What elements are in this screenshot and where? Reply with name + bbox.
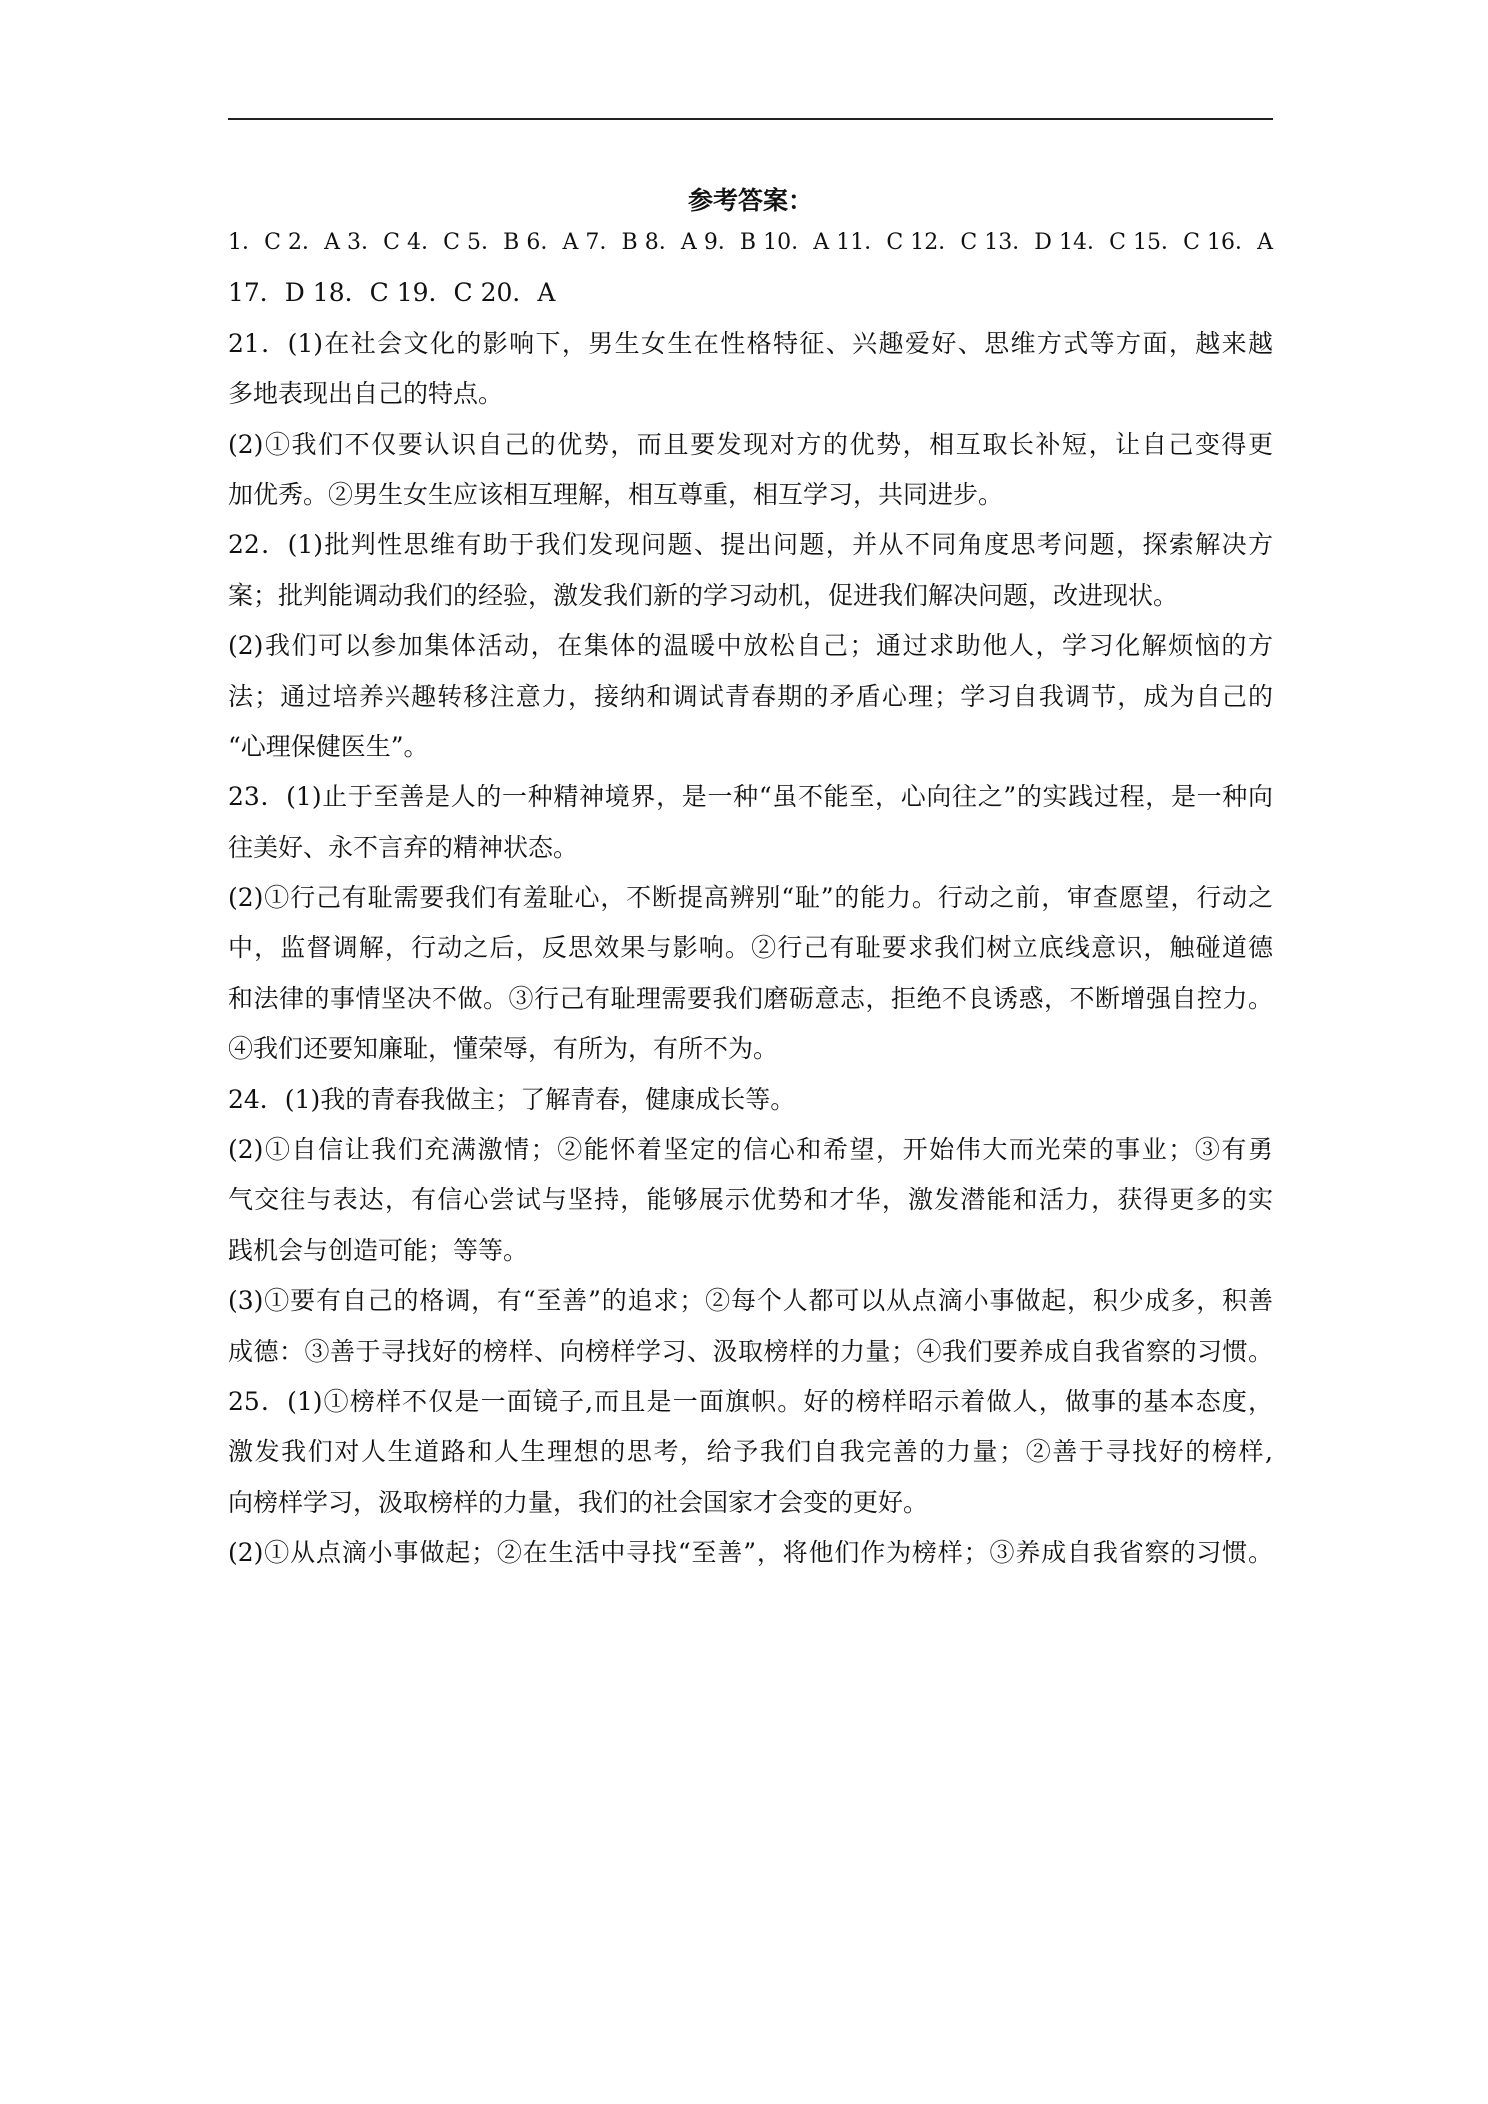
answer-line: 1．C 2．A 3．C 4．C 5．B 6．A 7．B 8．A 9．B 10．A 11．C 12．C 13．D 14．C 15．C 16．A: [228, 230, 1273, 255]
answer-line: 往美好、永不言弃的精神状态。: [228, 832, 579, 862]
answer-line: (3)①要有自己的格调，有“至善”的追求；②每个人都可以从点滴小事做起，积少成多，积善: [228, 1286, 1273, 1316]
answer-line: 中，监督调解，行动之后，反思效果与影响。②行己有耻要求我们树立底线意识，触碰道德: [228, 933, 1273, 963]
answer-line: 多地表现出自己的特点。: [228, 379, 504, 409]
answer-line: “心理保健医生”。: [228, 731, 429, 761]
answer-line: 25．(1)①榜样不仅是一面镜子,而且是一面旗帜。好的榜样昭示着做人，做事的基本态度，: [228, 1386, 1273, 1416]
answer-key-body: [228, 218, 1273, 1579]
answer-line: 和法律的事情坚决不做。③行己有耻理需要我们磨砺意志，拒绝不良诱惑，不断增强自控力。: [228, 983, 1273, 1013]
answer-line: ④我们还要知廉耻，懂荣辱，有所为，有所不为。: [228, 1034, 779, 1064]
answer-line: 激发我们对人生道路和人生理想的思考，给予我们自我完善的力量；②善于寻找好的榜样,: [228, 1437, 1273, 1467]
answer-line: 加优秀。②男生女生应该相互理解，相互尊重，相互学习，共同进步。: [228, 479, 1004, 509]
answer-line: 践机会与创造可能；等等。: [228, 1235, 529, 1265]
answer-key-title: 参考答案：: [687, 186, 813, 215]
answer-line: 17．D 18．C 19．C 20．A: [228, 278, 556, 308]
answer-line: 24．(1)我的青春我做主；了解青春，健康成长等。: [228, 1084, 796, 1114]
answer-line: 22．(1)批判性思维有助于我们发现问题、提出问题，并从不同角度思考问题，探索解决方: [228, 530, 1273, 560]
answer-line: 法；通过培养兴趣转移注意力，接纳和调试青春期的矛盾心理；学习自我调节，成为自己的: [228, 681, 1273, 711]
answer-line: 21．(1)在社会文化的影响下，男生女生在性格特征、兴趣爱好、思维方式等方面，越来越: [228, 328, 1273, 358]
answer-line: 案；批判能调动我们的经验，激发我们新的学习动机，促进我们解决问题，改进现状。: [228, 580, 1179, 610]
answer-line: (2)①我们不仅要认识自己的优势，而且要发现对方的优势，相互取长补短，让自己变得更: [228, 429, 1273, 459]
answer-line: (2)①从点滴小事做起；②在生活中寻找“至善”，将他们作为榜样；③养成自我省察的习惯。: [228, 1538, 1273, 1568]
answer-line: 成德：③善于寻找好的榜样、向榜样学习、汲取榜样的力量；④我们要养成自我省察的习惯。: [228, 1336, 1273, 1366]
answer-line: 23．(1)止于至善是人的一种精神境界，是一种“虽不能至，心向往之”的实践过程，是一种向: [228, 782, 1273, 812]
header-rule: [228, 118, 1273, 120]
answer-line: (2)①行己有耻需要我们有羞耻心，不断提高辨别“耻”的能力。行动之前，审查愿望，行动之: [228, 883, 1273, 913]
answer-line: (2)①自信让我们充满激情；②能怀着坚定的信心和希望，开始伟大而光荣的事业；③有勇: [228, 1135, 1273, 1165]
answer-line: (2)我们可以参加集体活动，在集体的温暖中放松自己；通过求助他人，学习化解烦恼的方: [228, 631, 1273, 661]
answer-line: 气交往与表达，有信心尝试与坚持，能够展示优势和才华，激发潜能和活力，获得更多的实: [228, 1185, 1273, 1215]
answer-line: 向榜样学习，汲取榜样的力量，我们的社会国家才会变的更好。: [228, 1487, 929, 1517]
